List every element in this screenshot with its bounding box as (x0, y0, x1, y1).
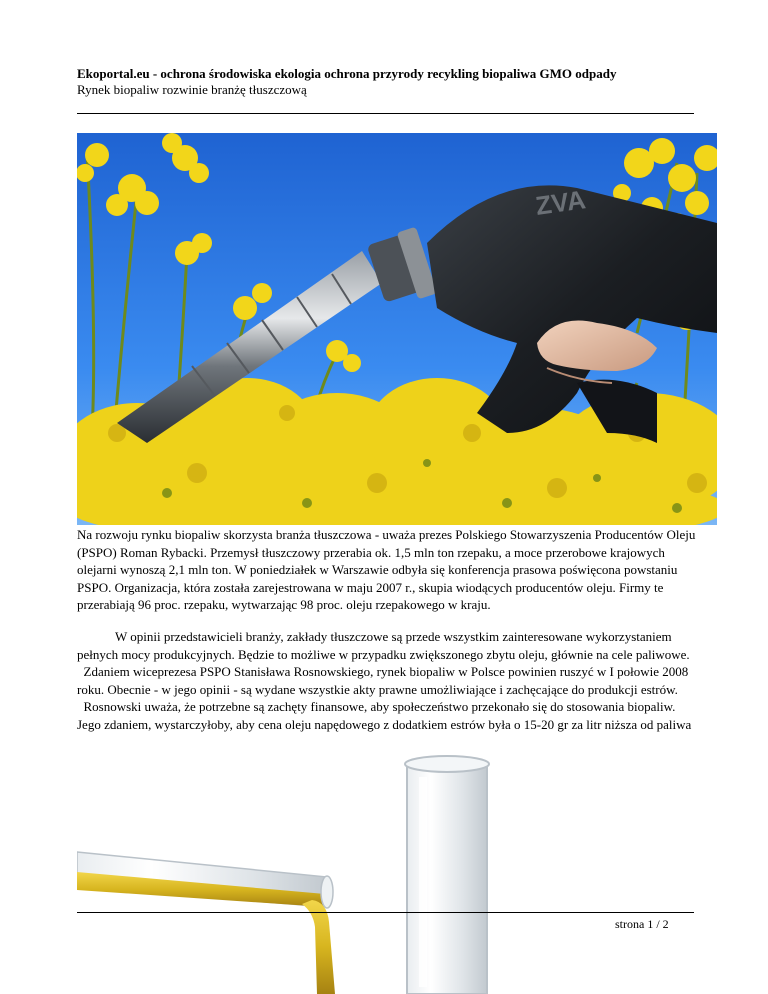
paragraph-2-line-3: Rosnowski uważa, że potrzebne są zachęty finansowe, aby społeczeństwo przekonało się do stosowania biopaliw. Jego zdaniem, wystarczyłoby, aby cena oleju napędowego z dodatkiem estrów była o 15-20 gr za litr niższa od paliwa (77, 699, 692, 732)
hero-image-fuel-nozzle-rapeseed (77, 133, 717, 525)
article-title: Rynek biopaliw rozwinie branżę tłuszczową (77, 82, 307, 97)
article-paragraph-1: Na rozwoju rynku biopaliw skorzysta branża tłuszczowa - uważa prezes Polskiego Stowarzyszenia Producentów Oleju (PSPO) Roman Rybacki. Przemysł tłuszczowy przerabia ok. 1,5 mln ton rzepaku, a moce przerobowe krajowych olejarni wynoszą 2,1 mln ton. W poniedziałek w Warszawie odbyła się konferencja prasowa poświęcona powstaniu PSPO. Organizacja, która została zarejestrowana w maju 2007 r., skupia wiodących producentów oleju. Firmy te przerabiają 96 proc. rzepaku, wytwarzając 98 proc. oleju rzepakowego w kraju. (77, 527, 696, 612)
test-tube (405, 756, 489, 994)
footer-divider (77, 912, 694, 913)
oil-pouring-image (77, 732, 717, 994)
site-title[interactable]: Ekoportal.eu - ochrona środowiska ekologia ochrona przyrody recykling biopaliwa GMO odpady (77, 66, 617, 81)
paragraph-2-line-2: Zdaniem wiceprezesa PSPO Stanisława Rosnowskiego, rynek biopaliw w Polsce powinien ruszyć w I połowie 2008 roku. Obecnie - w jego opinii - są wydane wszystkie akty prawne umożliwiające i zachęcające do produkcji estrów. (77, 664, 689, 697)
page-number: strona 1 / 2 (615, 917, 669, 931)
nozzle-brand-text: ZVA (533, 184, 588, 221)
header-divider (77, 113, 694, 114)
paragraph-2-line-1: W opinii przedstawicieli branży, zakłady tłuszczowe są przede wszystkim zainteresowane wykorzystaniem pełnych mocy produkcyjnych. Będzie to możliwe w przypadku zwiększonego zbytu oleju, głównie na cele paliwowe. (77, 629, 690, 662)
oil-stream (302, 900, 335, 994)
pouring-tube (77, 852, 333, 908)
